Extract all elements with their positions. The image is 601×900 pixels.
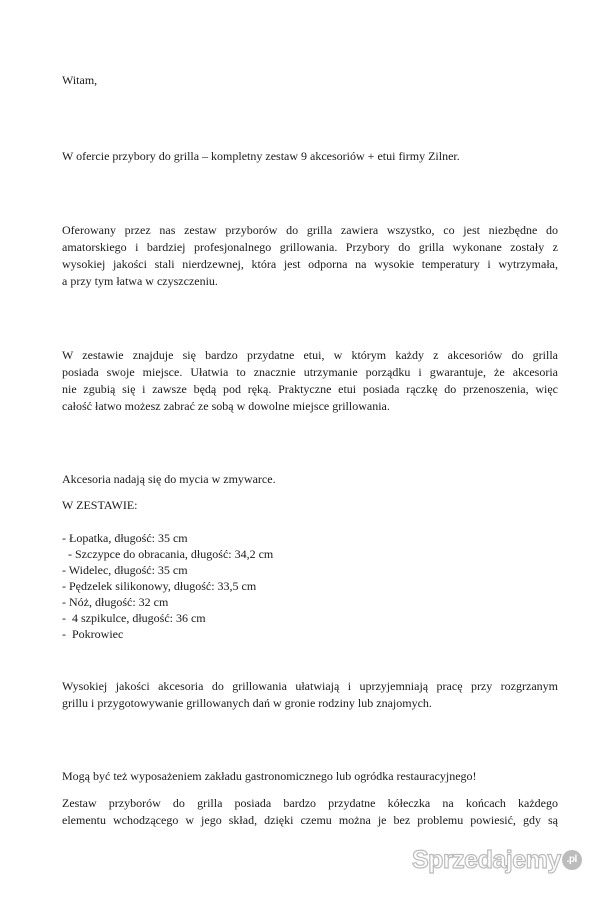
sprzedajemy-watermark	[412, 846, 582, 875]
paragraph-2-line: posiada swoje miejsce. Ułatwia to znacznie utrzymanie porządku i gwarantuje, że akcesoria	[62, 365, 558, 379]
set-item: - Nóż, długość: 32 cm	[62, 595, 169, 609]
set-item: - Widelec, długość: 35 cm	[62, 563, 188, 577]
watermark-text: Sprzedajemy	[412, 846, 561, 874]
paragraph-2	[62, 347, 558, 415]
paragraph-3	[62, 678, 558, 712]
paragraph-1	[62, 222, 558, 290]
dishwasher-line: Akcesoria nadają się do mycia w zmywarce.	[62, 472, 276, 486]
paragraph-3-line: Wysokiej jakości akcesoria do grillowania ułatwiają i uprzyjemniają pracę przy rozgrzanym	[62, 679, 558, 693]
paragraph-2-line: nie zgubią się i zawsze będą pod ręką. Praktyczne etui posiada rączkę do przenoszenia, więc	[62, 382, 558, 396]
paragraph-1-line: Oferowany przez nas zestaw przyborów do grilla zawiera wszystko, co jest niezbędne do	[62, 223, 558, 237]
gastro-line: Mogą być też wyposażeniem zakładu gastronomicznego lub ogródka restauracyjnego!	[62, 769, 477, 783]
paragraph-1-line: amatorskiego i bardziej profesjonalnego grillowania. Przybory do grilla wykonane zostały z	[62, 240, 558, 254]
paragraph-1-line: a przy tym łatwa w czyszczeniu.	[62, 274, 218, 288]
greeting: Witam,	[62, 73, 98, 87]
set-item: - Pokrowiec	[62, 627, 124, 641]
paragraph-1-line: wysokiej jakości stali nierdzewnej, która jest odporna na wysokie temperatury i wytrzymała,	[62, 257, 558, 271]
paragraph-3-line: grillu i przygotowywanie grillowanych dań w gronie rodziny lub znajomych.	[62, 696, 432, 710]
paragraph-2-line: całość łatwo możesz zabrać ze sobą w dowolne miejsce grillowania.	[62, 399, 390, 413]
offer-line: W ofercie przybory do grilla – kompletny zestaw 9 akcesoriów + etui firmy Zilner.	[62, 149, 460, 163]
paragraph-4	[62, 795, 558, 829]
set-item: - Pędzelek silikonowy, długość: 33,5 cm	[62, 579, 257, 593]
set-heading: W ZESTAWIE:	[62, 498, 138, 512]
watermark-badge: .pl	[562, 850, 582, 870]
set-item: - 4 szpikulce, długość: 36 cm	[62, 611, 206, 625]
set-items-list	[62, 530, 558, 642]
paragraph-4-line: Zestaw przyborów do grilla posiada bardzo przydatne kółeczka na końcach każdego	[62, 796, 558, 810]
set-item: - Łopatka, długość: 35 cm	[62, 531, 188, 545]
paragraph-4-line: elementu wchodzącego w jego skład, dzięki czemu można je bez problemu powiesić, gdy są	[62, 813, 558, 827]
paragraph-2-line: W zestawie znajduje się bardzo przydatne etui, w którym każdy z akcesoriów do grilla	[62, 348, 558, 362]
set-item: - Szczypce do obracania, długość: 34,2 cm	[62, 547, 274, 561]
